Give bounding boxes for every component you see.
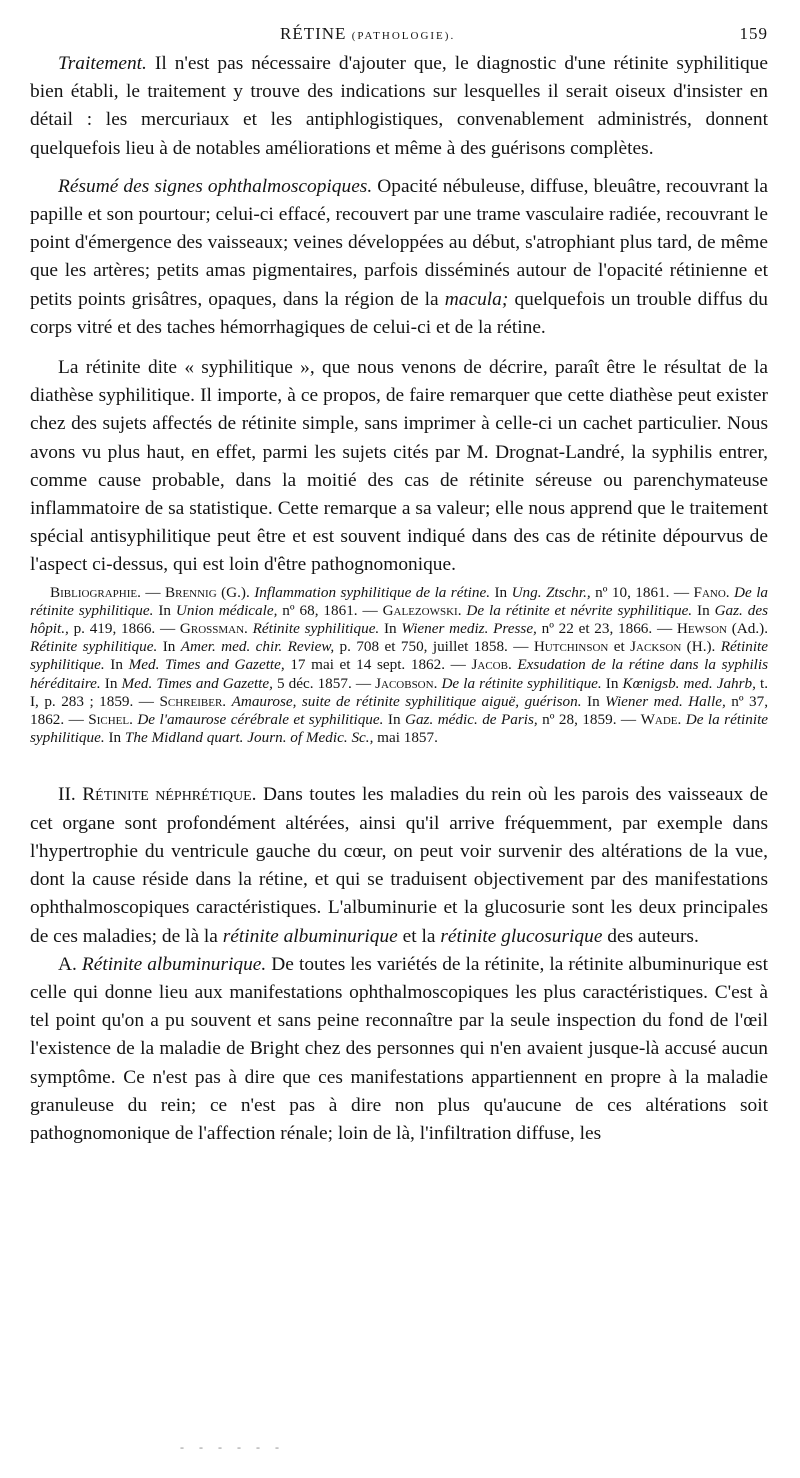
page: [30, 24, 768, 1148]
section-number: II.: [58, 784, 76, 806]
subsection-heading: Rétinite albuminurique.: [76, 953, 267, 975]
paragraph-resume: Résumé des signes ophthalmoscopiques. Opacité nébuleuse, diffuse, bleuâtre, recouvrant la papille et son pourtour; celui-ci effacé, recouvert par une trame vasculaire radiée, recouvrant le point d'émergence des vaisseaux; veines développées au début, s'atrophiant plus tard, de même que les artères; petits amas pigmentaires, parfois disséminés autour de l'opacité rétinienne et petits points grisâtres, opaques, dans la région de la macula; quelquefois un trouble diffus du corps vitré et des taches hémorrhagiques de celui-ci et de la rétine.: [30, 175, 768, 338]
page-number: 159: [739, 24, 768, 43]
paragraph-retinite-syphilitique: La rétinite dite « syphilitique », que nous venons de décrire, paraît être le résultat de la diathèse syphilitique. Il importe, à ce propos, de faire remarquer que cette diathèse peut exister chez des sujets affectés de rétinite simple, sans imprimer à celle-ci un cachet particulier. Nous avons vu plus haut, en effet, parmi les sujets cités par M. Drognat-Landré, la syphilis entrer, comme cause probable, dans la moitié des cas de rétinite séreuse ou parenchymateuse inflammatoire de sa statistique. Cette remarque a sa valeur; elle nous apprend que le traitement spécial antisyphilitique peut être et est souvent indiqué dans des cas de rétinite dépourvus de l'aspect ci-dessus, qui est loin d'être pathognomonique.: [30, 357, 768, 576]
section-heading: Rétinite néphrétique.: [75, 784, 257, 806]
running-title: RÉTINE (PATHOLOGIE).: [280, 24, 456, 43]
resume-label: Résumé des signes ophthalmoscopiques.: [58, 175, 373, 197]
paragraph-traitement: Traitement. Il n'est pas nécessaire d'ajouter que, le diagnostic d'une rétinite syphilitique bien établi, le traitement y trouve des indications sur lesquelles il serait oiseux d'insister en détail : les mercuriaux et les antiphlogistiques, convenablement administrés, donnent quelquefois lieu à de notables améliorations et même à des guérisons complètes.: [30, 53, 768, 159]
subsection-number: A.: [58, 953, 77, 975]
traitement-label: Traitement.: [58, 53, 147, 74]
footer-marks: - - - - - -: [180, 1440, 285, 1454]
subsection-retinite-albuminurique: A. Rétinite albuminurique. De toutes les variétés de la rétinite, la rétinite albuminurique est celle qui donne lieu aux manifestations ophthalmoscopiques les plus caractéristiques. C'est à tel point qu'on a pu souvent et sans peine reconnaître par la seule inspection du fond de l'œil l'existence de la maladie de Bright chez des personnes qui n'en avaient jusque-là accusé aucun symptôme. Ce n'est pas à dire que ces manifestations appartiennent en propre à la maladie granuleuse du rein; ce n'est pas à dire non plus qu'aucune de ces altérations soit pathognomonique de l'affection rénale; loin de là, l'infiltration diffuse, les: [30, 953, 768, 1144]
bibliography: Bibliographie. — Brennig (G.). Inflammation syphilitique de la rétine. In Ung. Ztschr., nº 10, 1861. — Fano. De la rétinite syphilitique. In Union médicale, nº 68, 1861. — Galezowski. De la rétinite et névrite syphilitique. In Gaz. des hôpit., p. 419, 1866. — Grossman. Rétinite syphilitique. In Wiener mediz. Presse, nº 22 et 23, 1866. — Hewson (Ad.). Rétinite syphilitique. In Amer. med. chir. Review, p. 708 et 750, juillet 1858. — Hutchinson et Jackson (H.). Rétinite syphilitique. In Med. Times and Gazette, 17 mai et 14 sept. 1862. — Jacob. Exsudation de la rétine dans la syphilis héréditaire. In Med. Times and Gazette, 5 déc. 1857. — Jacobson. De la rétinite syphilitique. In Kœnigsb. med. Jahrb, t. I, p. 283 ; 1859. — Schreiber. Amaurose, suite de rétinite syphilitique aiguë, guérison. In Wiener med. Halle, nº 37, 1862. — Sichel. De l'amaurose cérébrale et syphilitique. In Gaz. médic. de Paris, nº 28, 1859. — Wade. De la rétinite syphilitique. In The Midland quart. Journ. of Medic. Sc., mai 1857.: [30, 583, 769, 747]
running-header: [30, 24, 768, 50]
section-retinite-nephretique: II. Rétinite néphrétique. Dans toutes les maladies du rein où les parois des vaisseaux de cet organe sont profondément altérées, ainsi qu'il arrive fréquemment, par exemple dans l'hypertrophie du ventricule gauche du cœur, on peut voir survenir des altérations de la vue, dont la cause réside dans la rétine, et qui se traduisent objectivement par des manifestations ophthalmoscopiques caractéristiques. L'albuminurie et la glucosurie sont les deux principales de ces maladies; de là la rétinite albuminurique et la rétinite glucosurique des auteurs.: [30, 784, 768, 947]
